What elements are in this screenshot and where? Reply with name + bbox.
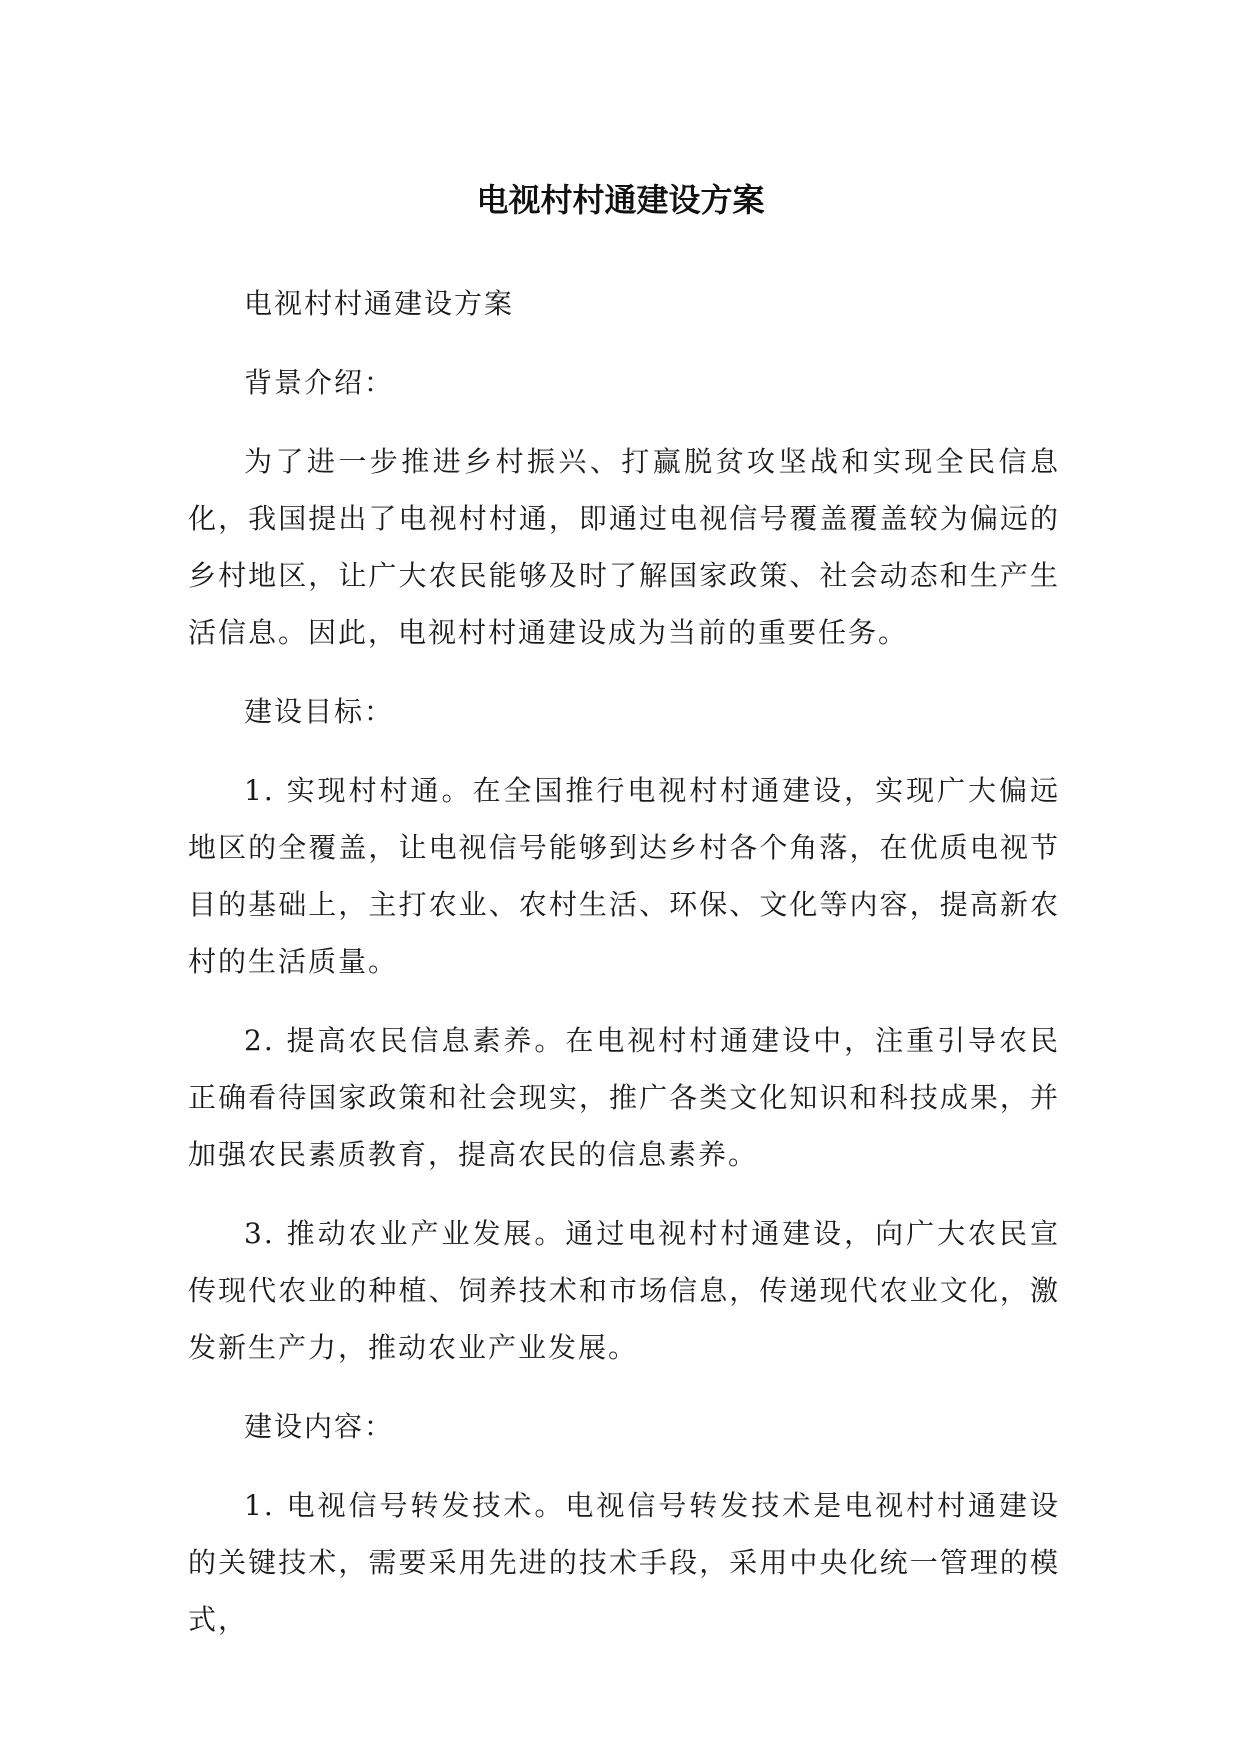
document-title: 电视村村通建设方案	[476, 181, 765, 219]
paragraph-goal-3: 3. 推动农业产业发展。通过电视村村通建设，向广大农民宣传现代农业的种植、饲养技术和市场信息，传递现代农业文化，激发新生产力，推动农业产业发展。	[188, 1217, 1060, 1364]
document-body	[188, 275, 1060, 1670]
paragraph-goal-2: 2. 提高农民信息素养。在电视村村通建设中，注重引导农民正确看待国家政策和社会现实，推广各类文化知识和科技成果，并加强农民素质教育，提高农民的信息素养。	[188, 1024, 1060, 1171]
paragraph-subtitle: 电视村村通建设方案	[244, 287, 515, 320]
paragraph-content-heading: 建设内容：	[244, 1410, 395, 1443]
paragraph-content-1: 1. 电视信号转发技术。电视信号转发技术是电视村村通建设的关键技术，需要采用先进的技术手段，采用中央化统一管理的模式，	[188, 1489, 1060, 1636]
paragraph-goals-heading: 建设目标：	[244, 695, 395, 728]
paragraph-goal-1: 1. 实现村村通。在全国推行电视村村通建设，实现广大偏远地区的全覆盖，让电视信号能够到达乡村各个角落，在优质电视节目的基础上，主打农业、农村生活、环保、文化等内容，提高新农村的生活质量。	[188, 774, 1060, 978]
paragraph-background-heading: 背景介绍：	[244, 366, 395, 399]
paragraph-background: 为了进一步推进乡村振兴、打赢脱贫攻坚战和实现全民信息化，我国提出了电视村村通，即通过电视信号覆盖覆盖较为偏远的乡村地区，让广大农民能够及时了解国家政策、社会动态和生产生活信息。因此，电视村村通建设成为当前的重要任务。	[188, 445, 1060, 649]
